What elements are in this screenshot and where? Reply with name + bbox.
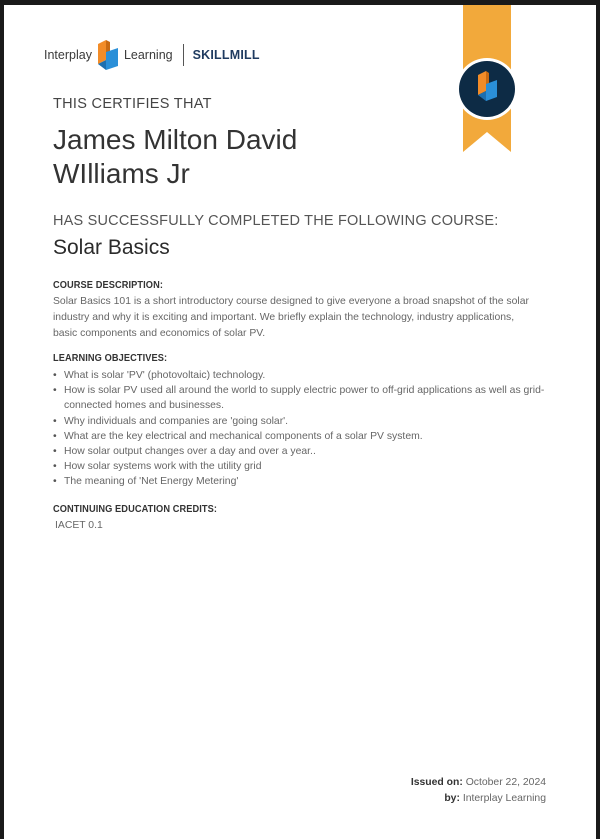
issued-date-line	[411, 775, 546, 791]
brand-name-left: Interplay	[44, 48, 92, 62]
objective-item: • How is solar PV used all around the world to supply electric power to off-grid applications as well as grid-connected homes and businesses.	[53, 383, 553, 413]
recipient-name	[53, 123, 433, 191]
header-divider	[183, 44, 184, 66]
objective-item: • The meaning of 'Net Energy Metering'	[53, 474, 553, 489]
issued-date: October 22, 2024	[465, 777, 546, 788]
award-medal-icon	[455, 57, 519, 121]
description-heading: COURSE DESCRIPTION:	[53, 279, 163, 291]
objectives-list	[53, 368, 553, 490]
brand-header	[44, 39, 260, 71]
partner-logo-text: SKILLMILL	[192, 48, 260, 62]
issued-on-label: Issued on:	[410, 777, 463, 788]
interplay-logo-icon	[96, 40, 120, 70]
issuer-name: Interplay Learning	[462, 793, 546, 804]
issued-by-line	[411, 791, 546, 807]
recipient-name-line1: James Milton David	[53, 124, 298, 155]
recipient-name-line2: WIlliams Jr	[53, 158, 190, 189]
issued-block	[411, 775, 546, 807]
credits-value: IACET 0.1	[55, 520, 103, 531]
objective-item: • What is solar 'PV' (photovoltaic) technology.	[53, 368, 553, 383]
course-description: Solar Basics 101 is a short introductory course designed to give everyone a broad snapshot of the solar industry and why it is exciting and important. We briefly explain the technology, industry applications, basic components and economics of solar PV.	[53, 296, 529, 339]
certifies-label: THIS CERTIFIES THAT	[53, 96, 212, 112]
objectives-heading: LEARNING OBJECTIVES:	[53, 352, 168, 364]
objective-item: • How solar output changes over a day and over a year..	[53, 444, 553, 459]
brand-name-right: Learning	[123, 48, 173, 62]
issued-by-label: by:	[444, 793, 460, 804]
credits-heading: CONTINUING EDUCATION CREDITS:	[53, 503, 218, 515]
certificate-page	[4, 5, 596, 839]
objective-item: • Why individuals and companies are 'going solar'.	[53, 414, 553, 429]
objective-item: • What are the key electrical and mechanical components of a solar PV system.	[53, 429, 553, 444]
completed-label: HAS SUCCESSFULLY COMPLETED THE FOLLOWING COURSE:	[53, 213, 499, 229]
objective-item: • How solar systems work with the utility grid	[53, 459, 553, 474]
course-title: Solar Basics	[53, 236, 170, 259]
